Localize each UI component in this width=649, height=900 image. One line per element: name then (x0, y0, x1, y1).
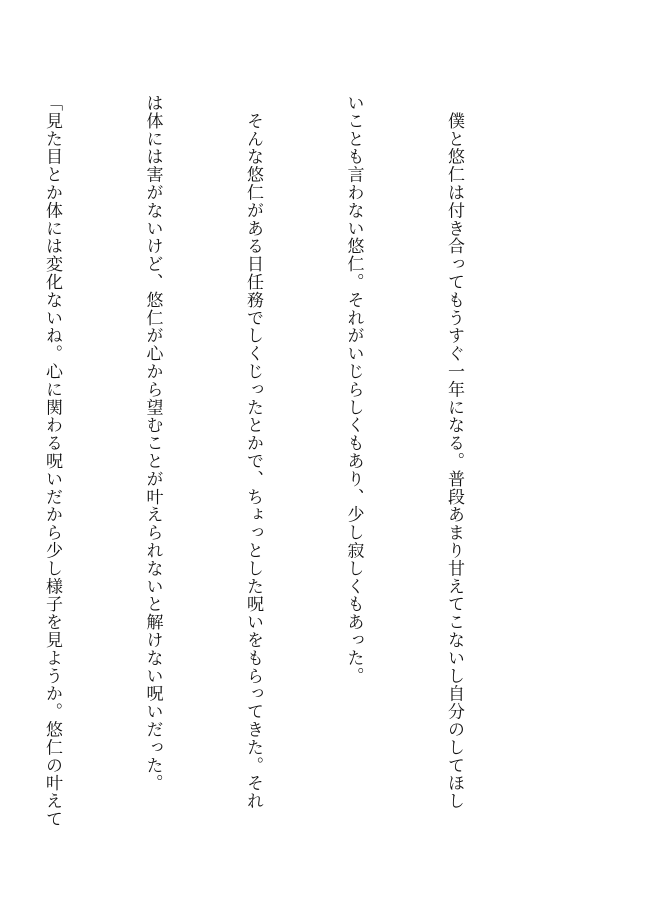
text-line-3: そんな悠仁がある日任務でしくじったとかで、ちょっとした呪いをもらってきた。それ (243, 94, 263, 810)
text-line-5: 「見た目とか体には変化ないね。心に関わる呪いだから少し様子を見ようか。悠仁の叶えて (42, 94, 62, 828)
text-line-4: は体には害がないけど、悠仁が心から望むことが叶えられないと解けない呪いだった。 (142, 94, 163, 793)
vertical-text-body (0, 94, 537, 828)
text-line-1: 僕と悠仁は付き合ってもうすぐ一年になる。普段あまり甘えてこないし自分のしてほし (444, 94, 464, 810)
text-line-2: いことも言わない悠仁。それがいじらしくもあり、少し寂しくもあった。 (343, 94, 364, 685)
